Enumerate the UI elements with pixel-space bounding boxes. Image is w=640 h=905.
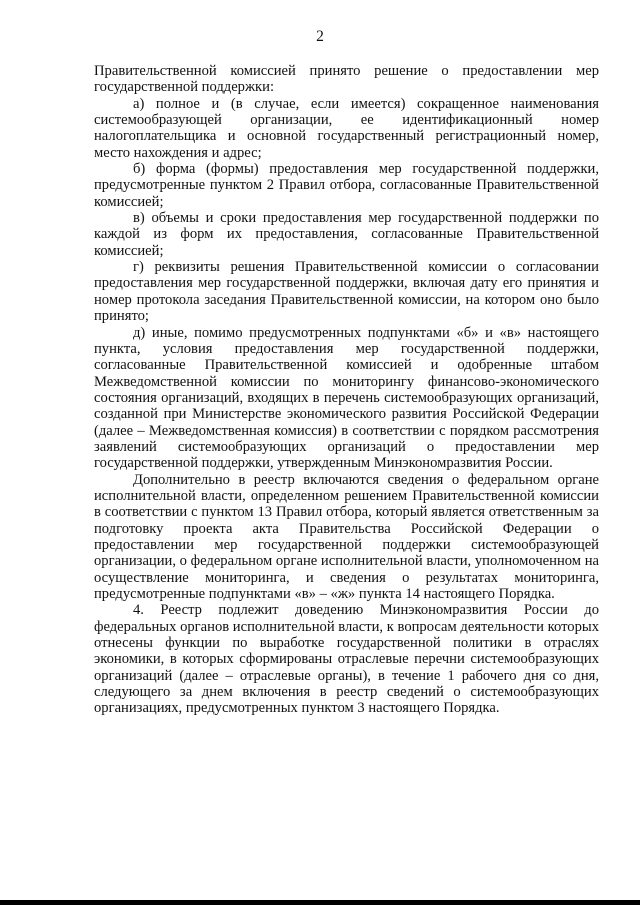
document-body: [94, 63, 599, 717]
paragraph-item-g: г) реквизиты решения Правительственной комиссии о согласовании предоставления мер государственной поддержки, включая дату его принятия и номер протокола заседания Правительственной комиссии, на котором оно было принято;: [94, 259, 599, 325]
paragraph-item-b: б) форма (формы) предоставления мер государственной поддержки, предусмотренные пунктом 2 Правил отбора, согласованные Правительственной комиссией;: [94, 161, 599, 210]
paragraph-item-v: в) объемы и сроки предоставления мер государственной поддержки по каждой из форм их предоставления, согласованные Правительственной комиссией;: [94, 210, 599, 259]
paragraph-item-4: 4. Реестр подлежит доведению Минэкономразвития России до федеральных органов исполнительной власти, к вопросам деятельности которых отнесены функции по выработке государственной политики в отраслях экономики, в которых сформированы отраслевые перечни системообразующих организаций (далее – отраслевые органы), в течение 1 рабочего дня со дня, следующего за днем включения в реестр сведений о системообразующих организациях, предусмотренных пунктом 3 настоящего Порядка.: [94, 602, 599, 717]
paragraph-item-a: а) полное и (в случае, если имеется) сокращенное наименования системообразующей организации, ее идентификационный номер налогоплательщика и основной государственный регистрационный номер, место нахождения и адрес;: [94, 95, 599, 161]
page-number: 2: [316, 28, 324, 45]
paragraph-additional-info: Дополнительно в реестр включаются сведения о федеральном органе исполнительной власти, определенном решением Правительственной комиссии в соответствии с пунктом 13 Правил отбора, который является ответственным за подготовку проекта акта Правительства Российской Федерации о предоставлении мер государственной поддержки системообразующей организации, о федеральном органе исполнительной власти, уполномоченном на осуществление мониторинга, и сведения о результатах мониторинга, предусмотренные подпунктами «в» – «ж» пункта 14 настоящего Порядка.: [94, 471, 599, 602]
scan-bottom-edge: [0, 900, 640, 905]
paragraph-item-d: д) иные, помимо предусмотренных подпунктами «б» и «в» настоящего пункта, условия предоставления мер государственной поддержки, согласованные Правительственной комиссией и одобренные штабом Межведомственной комиссии по мониторингу финансово-экономического состояния организаций, входящих в перечень системообразующих организаций, созданной при Министерстве экономического развития Российской Федерации (далее – Межведомственная комиссия) в соответствии с порядком рассмотрения заявлений системообразующих организаций о предоставлении мер государственной поддержки, утвержденным Минэкономразвития России.: [94, 324, 599, 472]
paragraph-intro-continuation: Правительственной комиссией принято решение о предоставлении мер государственной поддержки:: [94, 63, 599, 96]
